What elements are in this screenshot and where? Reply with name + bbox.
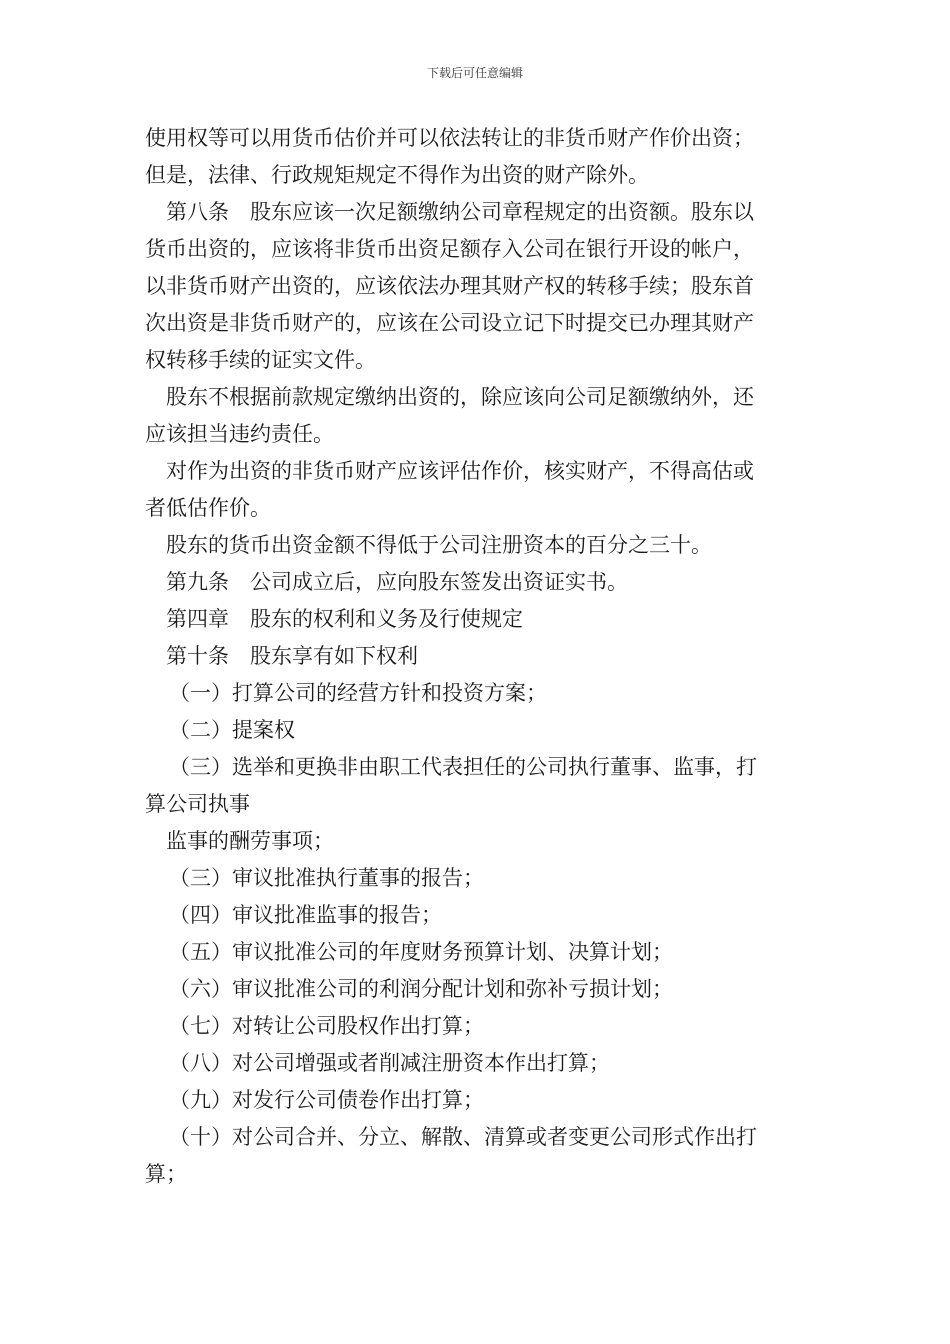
text-line: 者低估作价。 — [145, 496, 271, 520]
list-item: （九）对发行公司债卷作出打算； — [169, 1088, 484, 1112]
text-line: 算； — [145, 1162, 187, 1186]
text-line: 算公司执事 — [145, 792, 250, 816]
text-line: 以非货币财产出资的，应该依法办理其财产权的转移手续；股东首 — [145, 274, 754, 298]
list-item: （五）审议批准公司的年度财务预算计划、决算计划； — [169, 940, 673, 964]
list-item: （八）对公司增强或者削减注册资本作出打算； — [169, 1051, 610, 1075]
document-body — [145, 120, 810, 1193]
text-line: 使用权等可以用货币估价并可以依法转让的非货币财产作价出资； — [145, 126, 754, 150]
article-8-line: 第八条 股东应该一次足额缴纳公司章程规定的出资额。股东以 — [166, 200, 754, 224]
text-line: 货币出资的，应该将非货币出资足额存入公司在银行开设的帐户， — [145, 237, 754, 261]
text-line: 监事的酬劳事项； — [166, 829, 334, 853]
list-item: （一）打算公司的经营方针和投资方案； — [169, 681, 547, 705]
list-item: （二）提案权 — [169, 718, 295, 742]
text-line: 股东不根据前款规定缴纳出资的，除应该向公司足额缴纳外，还 — [166, 385, 754, 409]
list-item: （七）对转让公司股权作出打算； — [169, 1014, 484, 1038]
text-line: 权转移手续的证实文件。 — [145, 348, 376, 372]
article-10-line: 第十条 股东享有如下权利 — [166, 644, 418, 668]
text-line: 股东的货币出资金额不得低于公司注册资本的百分之三十。 — [166, 533, 712, 557]
article-9-line: 第九条 公司成立后，应向股东签发出资证实书。 — [166, 570, 628, 594]
list-item: （三）审议批准执行董事的报告； — [169, 866, 484, 890]
list-item: （十）对公司合并、分立、解散、清算或者变更公司形式作出打 — [169, 1125, 757, 1149]
list-item: （四）审议批准监事的报告； — [169, 903, 442, 927]
text-line: 次出资是非货币财产的，应该在公司设立记下时提交已办理其财产 — [145, 311, 754, 335]
text-line: 应该担当违约责任。 — [145, 422, 334, 446]
chapter-4-heading: 第四章 股东的权利和义务及行使规定 — [166, 607, 523, 631]
list-item: （三）选举和更换非由职工代表担任的公司执行董事、监事，打 — [169, 755, 757, 779]
page-header-note: 下载后可任意编辑 — [426, 66, 523, 80]
text-line: 对作为出资的非货币财产应该评估作价，核实财产，不得高估或 — [166, 459, 754, 483]
text-line: 但是，法律、行政规矩规定不得作为出资的财产除外。 — [145, 163, 649, 187]
list-item: （六）审议批准公司的利润分配计划和弥补亏损计划； — [169, 977, 673, 1001]
